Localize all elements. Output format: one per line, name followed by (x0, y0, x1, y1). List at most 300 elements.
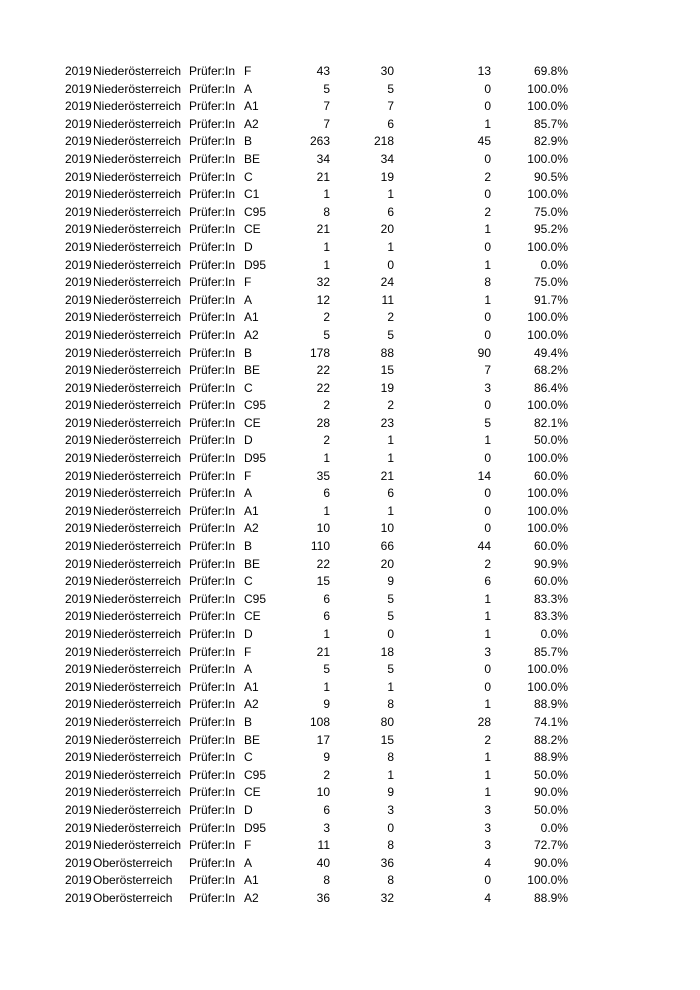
cell-rate: 68.2% (533, 363, 568, 378)
cell-passed: 36 (380, 855, 394, 870)
cell-failed: 0 (484, 239, 491, 254)
cell-total: 2 (323, 310, 330, 325)
cell-region: Niederösterreich (93, 732, 182, 747)
cell-failed: 1 (484, 433, 491, 448)
cell-passed: 5 (387, 591, 394, 606)
table-row (0, 520, 700, 538)
cell-year: 2019 (65, 345, 92, 360)
cell-year: 2019 (65, 890, 92, 905)
cell-year: 2019 (65, 521, 92, 536)
cell-total: 1 (323, 187, 330, 202)
cell-total: 7 (323, 99, 330, 114)
cell-role: Prüfer:In (189, 785, 236, 800)
cell-total: 11 (317, 838, 330, 853)
table-row (0, 661, 700, 679)
cell-region: Niederösterreich (93, 81, 182, 96)
table-row (0, 380, 700, 398)
table-row (0, 485, 700, 503)
cell-role: Prüfer:In (189, 486, 236, 501)
cell-region: Niederösterreich (93, 451, 182, 466)
cell-class: D95 (244, 257, 267, 272)
cell-role: Prüfer:In (189, 380, 236, 395)
cell-total: 1 (323, 239, 330, 254)
cell-passed: 10 (380, 521, 394, 536)
cell-region: Niederösterreich (93, 151, 182, 166)
cell-total: 1 (323, 679, 330, 694)
cell-role: Prüfer:In (189, 257, 236, 272)
cell-region: Niederösterreich (93, 539, 182, 554)
cell-failed: 28 (477, 714, 491, 729)
cell-total: 9 (323, 750, 330, 765)
cell-rate: 100.0% (527, 99, 568, 114)
cell-passed: 19 (380, 169, 394, 184)
cell-region: Niederösterreich (93, 574, 182, 589)
cell-passed: 18 (380, 644, 394, 659)
cell-rate: 50.0% (533, 802, 568, 817)
cell-passed: 1 (387, 187, 394, 202)
cell-year: 2019 (65, 398, 92, 413)
cell-role: Prüfer:In (189, 855, 236, 870)
cell-rate: 100.0% (527, 239, 568, 254)
cell-year: 2019 (65, 503, 92, 518)
cell-class: C (244, 169, 253, 184)
cell-class: A (244, 855, 253, 870)
cell-year: 2019 (65, 767, 92, 782)
cell-rate: 0.0% (540, 627, 568, 641)
cell-role: Prüfer:In (189, 116, 236, 131)
cell-failed: 4 (484, 890, 491, 905)
cell-region: Niederösterreich (93, 679, 182, 694)
table-row (0, 784, 700, 802)
cell-role: Prüfer:In (189, 239, 236, 254)
cell-role: Prüfer:In (189, 838, 236, 853)
cell-class: C95 (244, 398, 267, 413)
cell-class: C95 (244, 767, 267, 782)
cell-rate: 75.0% (533, 275, 568, 290)
cell-failed: 1 (484, 292, 491, 307)
cell-rate: 100.0% (527, 310, 568, 325)
cell-year: 2019 (65, 468, 92, 483)
cell-role: Prüfer:In (189, 820, 236, 835)
cell-total: 178 (309, 345, 330, 360)
cell-year: 2019 (65, 116, 92, 131)
cell-region: Niederösterreich (93, 363, 182, 378)
cell-passed: 20 (380, 556, 394, 571)
cell-total: 32 (316, 275, 330, 290)
cell-failed: 4 (484, 855, 491, 870)
cell-class: D (244, 239, 253, 254)
cell-failed: 0 (484, 486, 491, 501)
table-row (0, 257, 700, 275)
cell-role: Prüfer:In (189, 468, 236, 483)
cell-role: Prüfer:In (189, 134, 236, 149)
table-row (0, 221, 700, 239)
cell-total: 3 (323, 820, 330, 835)
cell-total: 17 (316, 732, 330, 747)
cell-role: Prüfer:In (189, 222, 236, 237)
cell-failed: 3 (484, 838, 491, 853)
cell-passed: 1 (387, 503, 394, 518)
cell-failed: 2 (484, 204, 491, 219)
cell-region: Niederösterreich (93, 433, 182, 448)
cell-total: 5 (323, 662, 330, 677)
cell-role: Prüfer:In (189, 398, 236, 413)
cell-rate: 60.0% (533, 468, 568, 483)
cell-region: Niederösterreich (93, 503, 182, 518)
cell-region: Niederösterreich (93, 468, 182, 483)
cell-total: 22 (316, 363, 330, 378)
cell-failed: 1 (484, 697, 491, 712)
cell-role: Prüfer:In (189, 679, 236, 694)
table-row (0, 98, 700, 116)
cell-total: 6 (323, 486, 330, 501)
cell-passed: 9 (387, 574, 394, 589)
cell-rate: 60.0% (533, 574, 568, 589)
cell-year: 2019 (65, 239, 92, 254)
cell-year: 2019 (65, 292, 92, 307)
cell-passed: 218 (373, 134, 394, 149)
cell-year: 2019 (65, 380, 92, 395)
cell-total: 6 (323, 609, 330, 624)
cell-failed: 8 (484, 275, 491, 290)
cell-rate: 90.9% (533, 556, 568, 571)
cell-class: F (244, 838, 252, 853)
cell-passed: 0 (387, 820, 394, 835)
cell-total: 108 (309, 714, 330, 729)
cell-failed: 0 (484, 398, 491, 413)
cell-failed: 3 (484, 380, 491, 395)
cell-total: 10 (316, 785, 330, 800)
table-row (0, 644, 700, 662)
cell-year: 2019 (65, 820, 92, 835)
cell-region: Niederösterreich (93, 380, 182, 395)
cell-rate: 85.7% (533, 116, 568, 131)
table-row (0, 204, 700, 222)
cell-rate: 100.0% (527, 873, 568, 888)
cell-region: Niederösterreich (93, 292, 182, 307)
cell-failed: 2 (484, 732, 491, 747)
cell-rate: 85.7% (533, 644, 568, 659)
cell-rate: 90.0% (533, 855, 568, 870)
cell-total: 110 (310, 539, 330, 554)
cell-region: Niederösterreich (93, 116, 182, 131)
cell-class: F (244, 468, 252, 483)
cell-passed: 5 (387, 609, 394, 624)
cell-failed: 3 (484, 802, 491, 817)
cell-failed: 6 (484, 574, 491, 589)
cell-role: Prüfer:In (189, 345, 236, 360)
cell-rate: 100.0% (527, 187, 568, 202)
cell-year: 2019 (65, 785, 92, 800)
cell-year: 2019 (65, 451, 92, 466)
cell-failed: 90 (477, 345, 491, 360)
table-row (0, 309, 700, 327)
cell-total: 21 (316, 644, 330, 659)
cell-class: A1 (244, 310, 259, 325)
cell-year: 2019 (65, 539, 92, 554)
cell-region: Niederösterreich (93, 398, 182, 413)
cell-rate: 100.0% (527, 451, 568, 466)
cell-class: C (244, 380, 253, 395)
table-row (0, 696, 700, 714)
cell-class: F (244, 275, 252, 290)
cell-rate: 100.0% (527, 486, 568, 501)
cell-failed: 1 (484, 257, 491, 272)
cell-year: 2019 (65, 486, 92, 501)
cell-passed: 20 (380, 222, 394, 237)
cell-total: 21 (316, 222, 330, 237)
cell-region: Niederösterreich (93, 222, 182, 237)
cell-failed: 0 (484, 327, 491, 342)
cell-passed: 7 (387, 99, 394, 114)
cell-class: A (244, 292, 253, 307)
cell-rate: 0.0% (540, 820, 568, 835)
cell-failed: 1 (484, 222, 491, 237)
cell-total: 2 (323, 767, 330, 782)
cell-failed: 44 (477, 539, 491, 554)
cell-role: Prüfer:In (189, 310, 236, 325)
cell-year: 2019 (65, 257, 92, 272)
cell-failed: 7 (484, 363, 491, 378)
data-table (0, 63, 700, 908)
cell-role: Prüfer:In (189, 151, 236, 166)
cell-class: A (244, 662, 253, 677)
cell-total: 15 (316, 574, 330, 589)
cell-role: Prüfer:In (189, 697, 236, 712)
cell-rate: 88.9% (533, 890, 568, 905)
cell-total: 22 (316, 380, 330, 395)
cell-passed: 8 (387, 838, 394, 853)
cell-year: 2019 (65, 556, 92, 571)
cell-region: Oberösterreich (93, 855, 173, 870)
cell-passed: 11 (381, 292, 394, 307)
cell-year: 2019 (65, 222, 92, 237)
cell-passed: 8 (387, 750, 394, 765)
cell-region: Niederösterreich (93, 134, 182, 149)
cell-passed: 3 (387, 802, 394, 817)
cell-year: 2019 (65, 609, 92, 624)
cell-year: 2019 (65, 855, 92, 870)
cell-total: 1 (323, 451, 330, 466)
cell-failed: 14 (477, 468, 491, 483)
cell-total: 5 (323, 327, 330, 342)
cell-region: Niederösterreich (93, 556, 182, 571)
cell-class: F (244, 64, 252, 78)
cell-role: Prüfer:In (189, 275, 236, 290)
table-row (0, 732, 700, 750)
cell-class: C1 (244, 187, 260, 202)
cell-role: Prüfer:In (189, 81, 236, 96)
table-row (0, 749, 700, 767)
table-row (0, 397, 700, 415)
cell-passed: 0 (387, 257, 394, 272)
cell-rate: 74.1% (533, 714, 568, 729)
cell-passed: 30 (380, 64, 394, 78)
table-row (0, 556, 700, 574)
cell-region: Niederösterreich (93, 750, 182, 765)
cell-class: D95 (244, 820, 267, 835)
cell-region: Niederösterreich (93, 644, 182, 659)
table-row (0, 538, 700, 556)
cell-region: Niederösterreich (93, 187, 182, 202)
cell-rate: 100.0% (527, 662, 568, 677)
cell-year: 2019 (65, 363, 92, 378)
cell-failed: 0 (484, 679, 491, 694)
cell-total: 1 (323, 503, 330, 518)
table-row (0, 573, 700, 591)
table-row (0, 239, 700, 257)
table-row (0, 714, 700, 732)
cell-total: 36 (316, 890, 330, 905)
cell-class: A2 (244, 890, 259, 905)
cell-year: 2019 (65, 187, 92, 202)
cell-region: Niederösterreich (93, 767, 182, 782)
cell-failed: 0 (484, 873, 491, 888)
cell-region: Niederösterreich (93, 838, 182, 853)
table-row (0, 591, 700, 609)
cell-class: D (244, 433, 253, 448)
cell-year: 2019 (65, 714, 92, 729)
cell-role: Prüfer:In (189, 802, 236, 817)
table-row (0, 362, 700, 380)
cell-region: Niederösterreich (93, 714, 182, 729)
cell-class: A2 (244, 697, 259, 712)
cell-class: BE (244, 556, 261, 571)
cell-total: 21 (316, 169, 330, 184)
cell-region: Niederösterreich (93, 64, 182, 78)
cell-passed: 24 (380, 275, 394, 290)
cell-passed: 23 (380, 415, 394, 430)
cell-rate: 0.0% (540, 257, 568, 272)
cell-total: 1 (323, 627, 330, 641)
cell-class: D (244, 802, 253, 817)
cell-rate: 69.8% (533, 64, 568, 78)
cell-year: 2019 (65, 873, 92, 888)
cell-failed: 0 (484, 151, 491, 166)
table-row (0, 820, 700, 838)
cell-year: 2019 (65, 64, 92, 78)
cell-year: 2019 (65, 679, 92, 694)
table-row (0, 63, 700, 81)
cell-rate: 90.5% (533, 169, 568, 184)
cell-class: B (244, 134, 253, 149)
cell-failed: 13 (477, 64, 491, 78)
cell-role: Prüfer:In (189, 363, 236, 378)
cell-region: Niederösterreich (93, 486, 182, 501)
cell-total: 12 (316, 292, 330, 307)
cell-year: 2019 (65, 275, 92, 290)
table-row (0, 468, 700, 486)
cell-rate: 88.9% (533, 750, 568, 765)
cell-role: Prüfer:In (189, 714, 236, 729)
cell-class: D95 (244, 451, 267, 466)
cell-passed: 66 (380, 539, 394, 554)
cell-passed: 9 (387, 785, 394, 800)
cell-rate: 82.1% (533, 415, 568, 430)
cell-region: Niederösterreich (93, 204, 182, 219)
cell-class: D (244, 627, 253, 641)
cell-role: Prüfer:In (189, 327, 236, 342)
cell-passed: 1 (387, 679, 394, 694)
cell-total: 263 (309, 134, 330, 149)
cell-class: A2 (244, 521, 259, 536)
cell-role: Prüfer:In (189, 873, 236, 888)
cell-role: Prüfer:In (189, 187, 236, 202)
cell-passed: 8 (387, 697, 394, 712)
cell-rate: 91.7% (533, 292, 568, 307)
cell-passed: 80 (380, 714, 394, 729)
cell-total: 40 (316, 855, 330, 870)
cell-rate: 100.0% (527, 503, 568, 518)
cell-total: 9 (323, 697, 330, 712)
cell-failed: 0 (484, 521, 491, 536)
table-row (0, 116, 700, 134)
cell-class: A2 (244, 327, 259, 342)
table-row (0, 855, 700, 873)
cell-role: Prüfer:In (189, 503, 236, 518)
cell-year: 2019 (65, 204, 92, 219)
cell-passed: 1 (387, 451, 394, 466)
table-row (0, 626, 700, 644)
cell-region: Niederösterreich (93, 327, 182, 342)
cell-passed: 1 (387, 433, 394, 448)
cell-total: 8 (323, 204, 330, 219)
cell-failed: 3 (484, 820, 491, 835)
cell-failed: 1 (484, 767, 491, 782)
cell-passed: 0 (387, 627, 394, 641)
cell-rate: 83.3% (533, 591, 568, 606)
cell-class: A (244, 81, 253, 96)
cell-class: CE (244, 415, 261, 430)
cell-failed: 3 (484, 644, 491, 659)
cell-total: 28 (316, 415, 330, 430)
cell-passed: 6 (387, 486, 394, 501)
cell-rate: 75.0% (533, 204, 568, 219)
cell-rate: 86.4% (533, 380, 568, 395)
cell-class: BE (244, 363, 261, 378)
cell-role: Prüfer:In (189, 732, 236, 747)
cell-total: 7 (323, 116, 330, 131)
cell-role: Prüfer:In (189, 415, 236, 430)
cell-region: Niederösterreich (93, 627, 182, 641)
cell-role: Prüfer:In (189, 627, 236, 641)
cell-failed: 1 (484, 785, 491, 800)
cell-role: Prüfer:In (189, 556, 236, 571)
cell-rate: 100.0% (527, 81, 568, 96)
cell-rate: 100.0% (527, 327, 568, 342)
cell-region: Niederösterreich (93, 521, 182, 536)
cell-rate: 90.0% (533, 785, 568, 800)
cell-role: Prüfer:In (189, 451, 236, 466)
cell-year: 2019 (65, 644, 92, 659)
table-row (0, 767, 700, 785)
cell-class: CE (244, 609, 261, 624)
cell-role: Prüfer:In (189, 169, 236, 184)
cell-class: B (244, 714, 253, 729)
cell-class: C95 (244, 591, 267, 606)
cell-failed: 1 (484, 750, 491, 765)
cell-passed: 32 (380, 890, 394, 905)
cell-region: Niederösterreich (93, 239, 182, 254)
cell-class: A1 (244, 679, 259, 694)
cell-class: B (244, 539, 253, 554)
cell-role: Prüfer:In (189, 521, 236, 536)
cell-year: 2019 (65, 838, 92, 853)
table-row (0, 415, 700, 433)
table-row (0, 345, 700, 363)
cell-rate: 72.7% (533, 838, 568, 853)
cell-region: Niederösterreich (93, 609, 182, 624)
